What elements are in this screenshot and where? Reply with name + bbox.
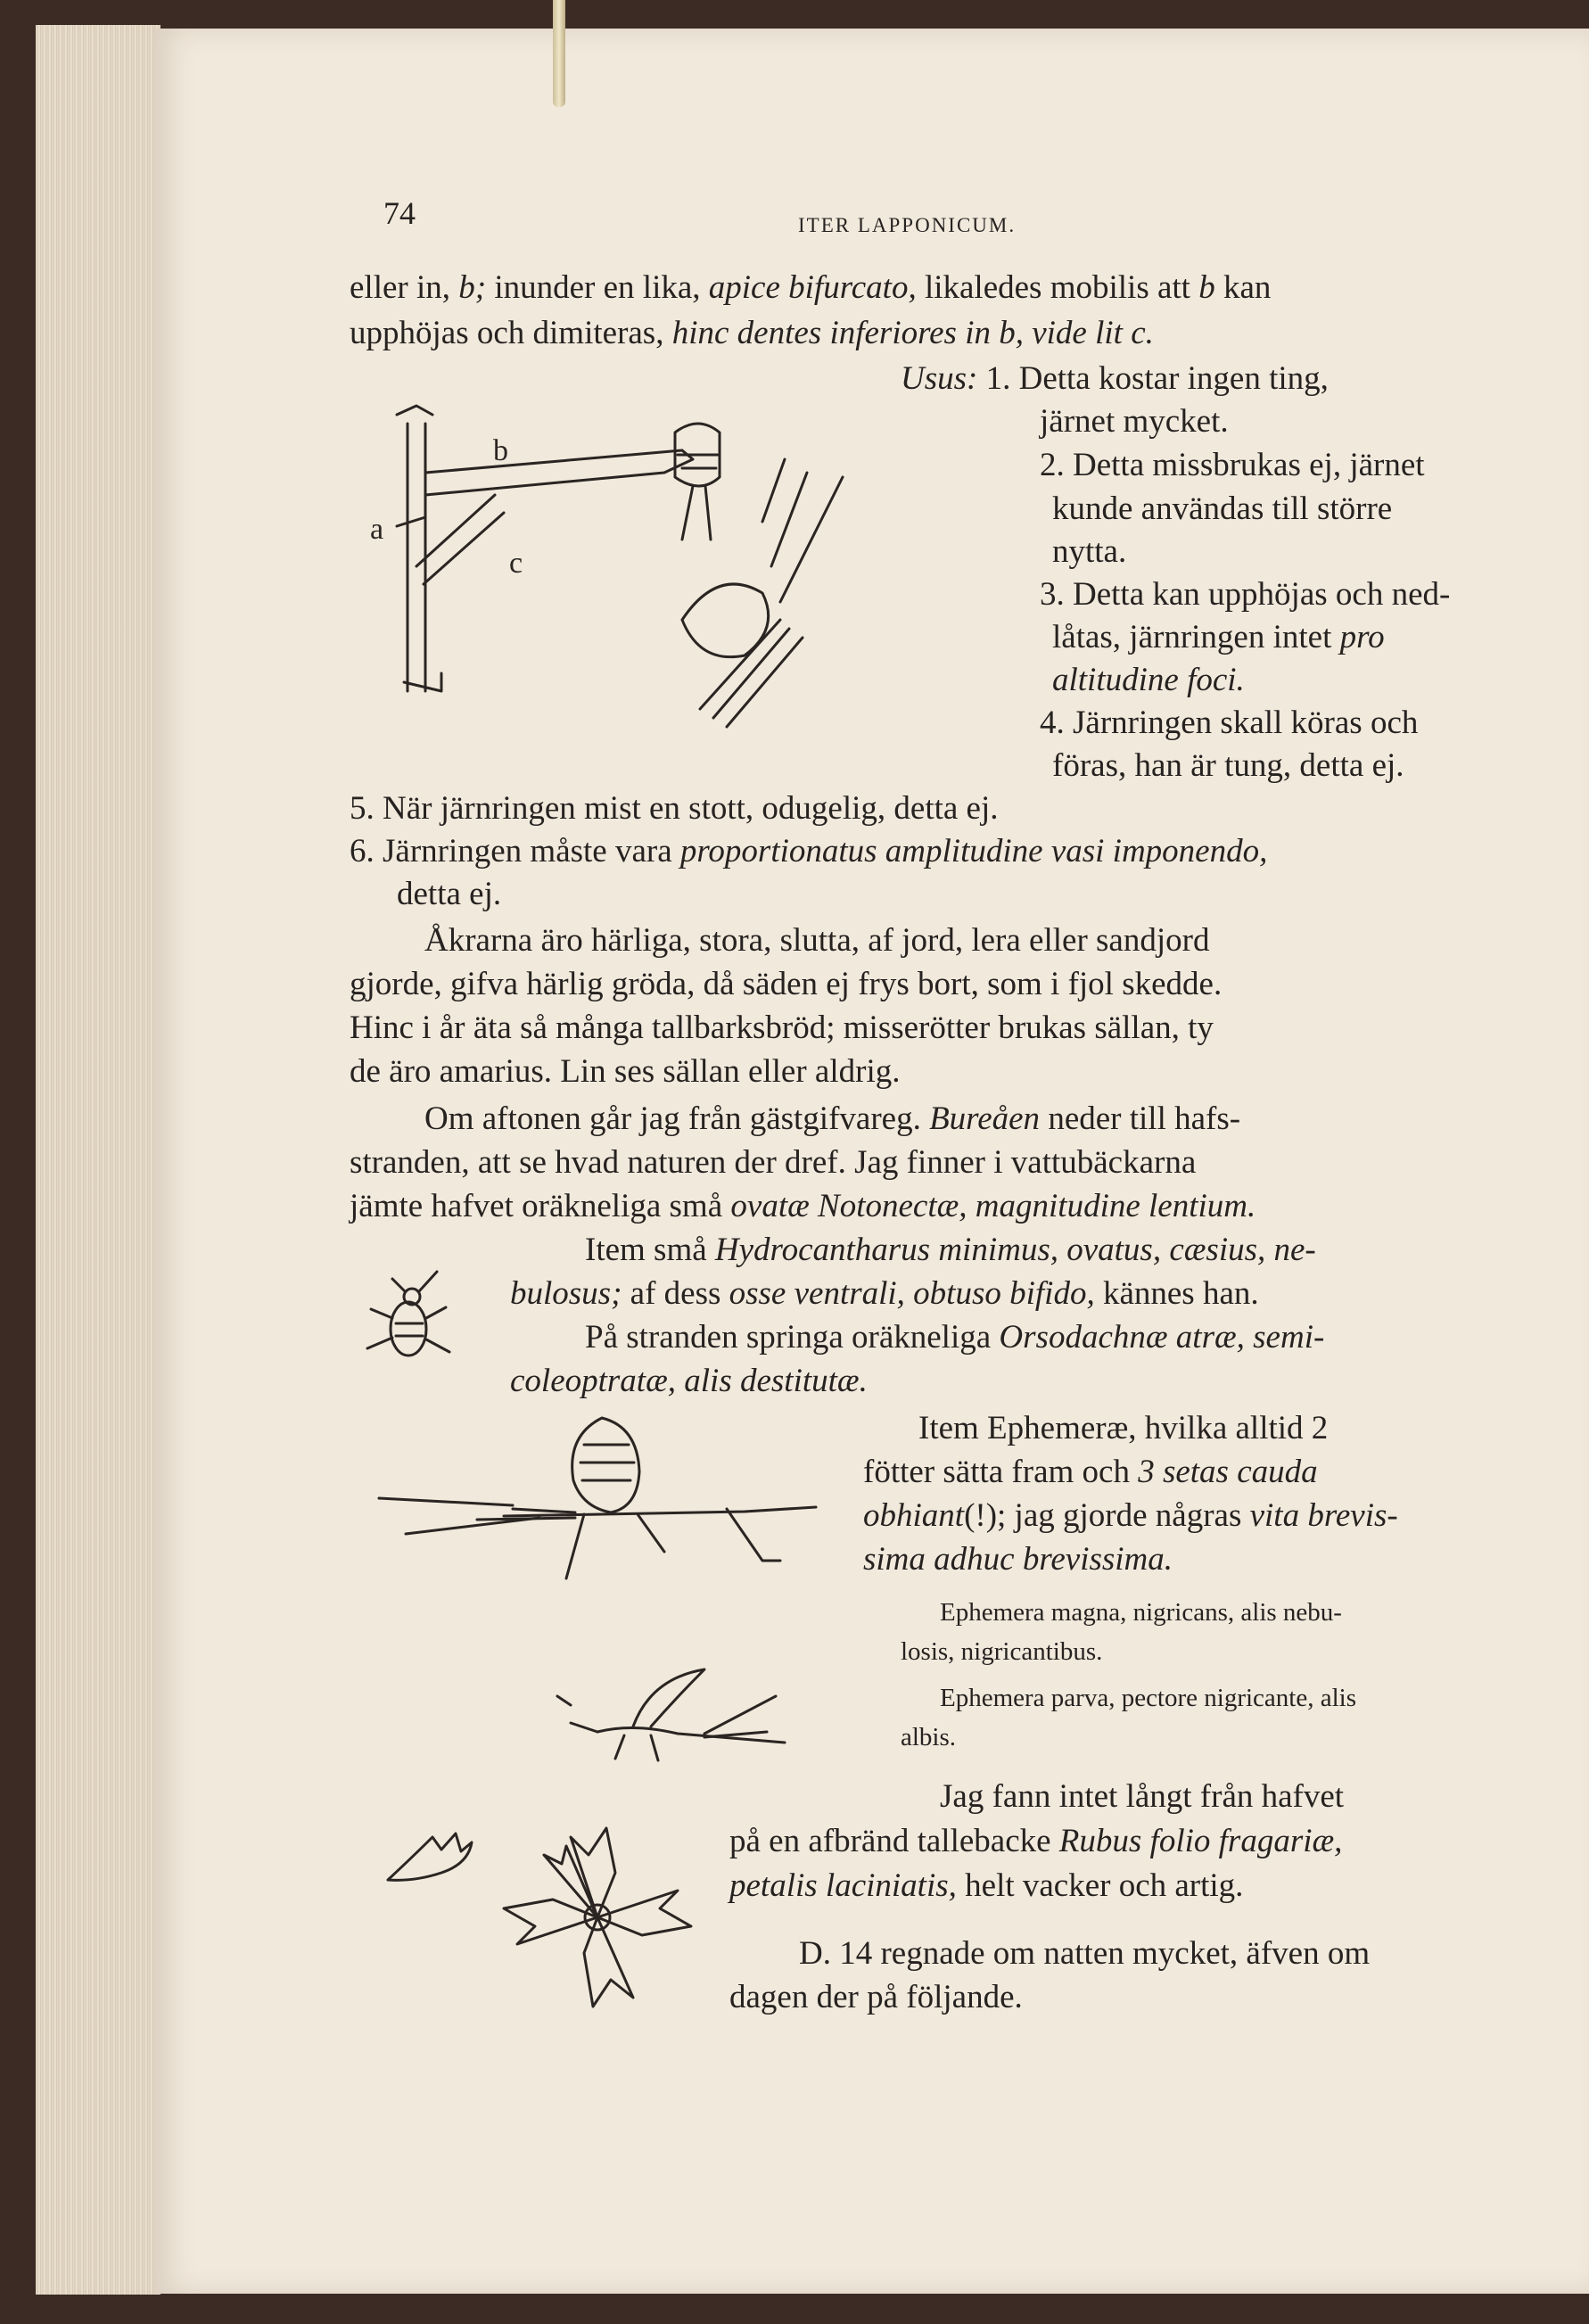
text-run: obhiant <box>863 1497 965 1534</box>
usus-line: 2. Detta missbrukas ej, järnet <box>1040 447 1425 483</box>
text-run: apice bifurcato, <box>708 269 917 306</box>
text-run: Bureåen <box>929 1100 1041 1137</box>
mayfly-small-sketch <box>553 1661 794 1785</box>
page-edges <box>36 25 161 2295</box>
text-run: på en afbränd tallebacke <box>729 1823 1059 1859</box>
usus-line: föras, han är tung, detta ej. <box>1052 747 1404 784</box>
text-run: 3 setas cauda <box>1138 1454 1318 1490</box>
text-run: 1. Detta kostar ingen ting, <box>977 360 1329 397</box>
usus-line: nytta. <box>1052 533 1127 570</box>
text-run: neder till hafs- <box>1040 1100 1241 1137</box>
text-run: upphöjas och dimiteras, <box>350 315 672 351</box>
usus-line: 3. Detta kan upphöjas och ned- <box>1040 576 1451 613</box>
text-run: af dess <box>622 1275 729 1312</box>
text-run: osse ventrali, obtuso bifido, <box>729 1275 1095 1312</box>
body-line <box>729 1864 1243 1908</box>
text-run: bulosus; <box>510 1275 622 1312</box>
body-line: 5. När järnringen mist en stott, odugelig, detta ej. <box>350 790 999 827</box>
body-line: detta ej. <box>397 876 502 912</box>
text-run: kännes han. <box>1094 1275 1259 1312</box>
body-line: Hinc i år äta så många tallbarksbröd; misserötter brukas sällan, ty <box>350 1010 1214 1046</box>
bookmark-ribbon <box>553 0 565 107</box>
body-line <box>350 311 1154 355</box>
body-line <box>729 1819 1342 1863</box>
text-run: proportionatus amplitudine vasi imponendo, <box>679 833 1268 869</box>
text-run: Item små <box>585 1232 715 1268</box>
text-run: Orsodachnæ atræ, semi- <box>999 1319 1325 1356</box>
body-line: dagen der på följande. <box>729 1979 1023 2015</box>
text-run: På stranden springa oräkneliga <box>585 1319 1000 1356</box>
text-run: fötter sätta fram och <box>863 1454 1139 1490</box>
body-line: gjorde, gifva härlig gröda, då säden ej frys bort, som i fjol skedde. <box>350 966 1223 1002</box>
rubus-flower-sketch <box>499 1819 704 2015</box>
body-line <box>585 1228 1316 1272</box>
note-line: losis, nigricantibus. <box>901 1637 1103 1666</box>
text-run: Rubus folio fragariæ, <box>1058 1823 1343 1859</box>
text-run: kan <box>1214 269 1272 306</box>
body-line <box>424 1097 1240 1141</box>
text-run: b; <box>458 269 487 306</box>
usus-line: järnet mycket. <box>1040 403 1229 440</box>
body-line: de äro amarius. Lin ses sällan eller aldrig. <box>350 1053 901 1090</box>
body-line: stranden, att se hvad naturen der dref. Jag finner i vattubäckarna <box>350 1144 1197 1181</box>
text-run: helt vacker och artig. <box>956 1867 1244 1904</box>
body-line <box>585 1315 1324 1359</box>
page-number: 74 <box>383 195 416 231</box>
body-line: coleoptratæ, alis destitutæ. <box>510 1363 868 1399</box>
body-line <box>350 266 1271 309</box>
pot-hanger-sketch <box>361 388 860 762</box>
text-run: Hydrocantharus minimus, ovatus, cæsius, ne- <box>714 1232 1316 1268</box>
text-run: likaledes mobilis att <box>916 269 1199 306</box>
body-line <box>350 829 1267 873</box>
sketch-label-c: c <box>509 547 523 580</box>
usus-line-1 <box>901 357 1329 400</box>
text-run: pro <box>1339 619 1385 655</box>
usus-line: 4. Järnringen skall köras och <box>1040 705 1419 741</box>
text-run: hinc dentes inferiores in b, vide lit c. <box>671 315 1154 351</box>
body-line: Item Ephemeræ, hvilka alltid 2 <box>918 1410 1329 1446</box>
text-run: jämte hafvet oräkneliga små <box>350 1188 731 1224</box>
body-line: Åkrarna äro härliga, stora, slutta, af jord, lera eller sandjord <box>424 922 1210 959</box>
note-line: Ephemera parva, pectore nigricante, alis <box>940 1684 1356 1712</box>
text-run: Om aftonen går jag från gästgifvareg. <box>424 1100 930 1137</box>
beetle-sketch <box>357 1256 455 1372</box>
usus-line <box>1052 615 1385 659</box>
text-run: 6. Järnringen måste vara <box>350 833 680 869</box>
mayfly-large-sketch <box>370 1409 834 1614</box>
text-run: låtas, järnringen intet <box>1052 619 1340 655</box>
usus-word: Usus: <box>901 360 978 397</box>
text-run: eller in, <box>350 269 459 306</box>
sketch-label-b: b <box>493 434 508 467</box>
body-line <box>863 1494 1398 1537</box>
body-line: Jag fann intet långt från hafvet <box>940 1778 1345 1815</box>
body-line <box>350 1184 1256 1228</box>
body-line <box>510 1272 1259 1315</box>
text-run: petalis laciniatis, <box>729 1867 957 1904</box>
sketch-label-a: a <box>370 513 384 546</box>
text-run: vita brevis- <box>1249 1497 1398 1534</box>
body-line: D. 14 regnade om natten mycket, äfven om <box>799 1935 1371 1972</box>
text-run: inunder en lika, <box>486 269 709 306</box>
usus-line: kunde användas till större <box>1052 490 1393 527</box>
text-run: b <box>1198 269 1215 306</box>
text-run: (!); jag gjorde någras <box>964 1497 1250 1534</box>
note-line: Ephemera magna, nigricans, alis nebu- <box>940 1598 1342 1627</box>
usus-line: altitudine foci. <box>1052 662 1245 698</box>
text-run: ovatæ Notonectæ, magnitudine lentium. <box>730 1188 1256 1224</box>
body-line <box>863 1450 1318 1494</box>
leaf-fragment-sketch <box>379 1819 477 1891</box>
running-head: ITER LAPPONICUM. <box>798 214 1017 236</box>
note-line: albis. <box>901 1723 957 1751</box>
body-line: sima adhuc brevissima. <box>863 1541 1173 1578</box>
